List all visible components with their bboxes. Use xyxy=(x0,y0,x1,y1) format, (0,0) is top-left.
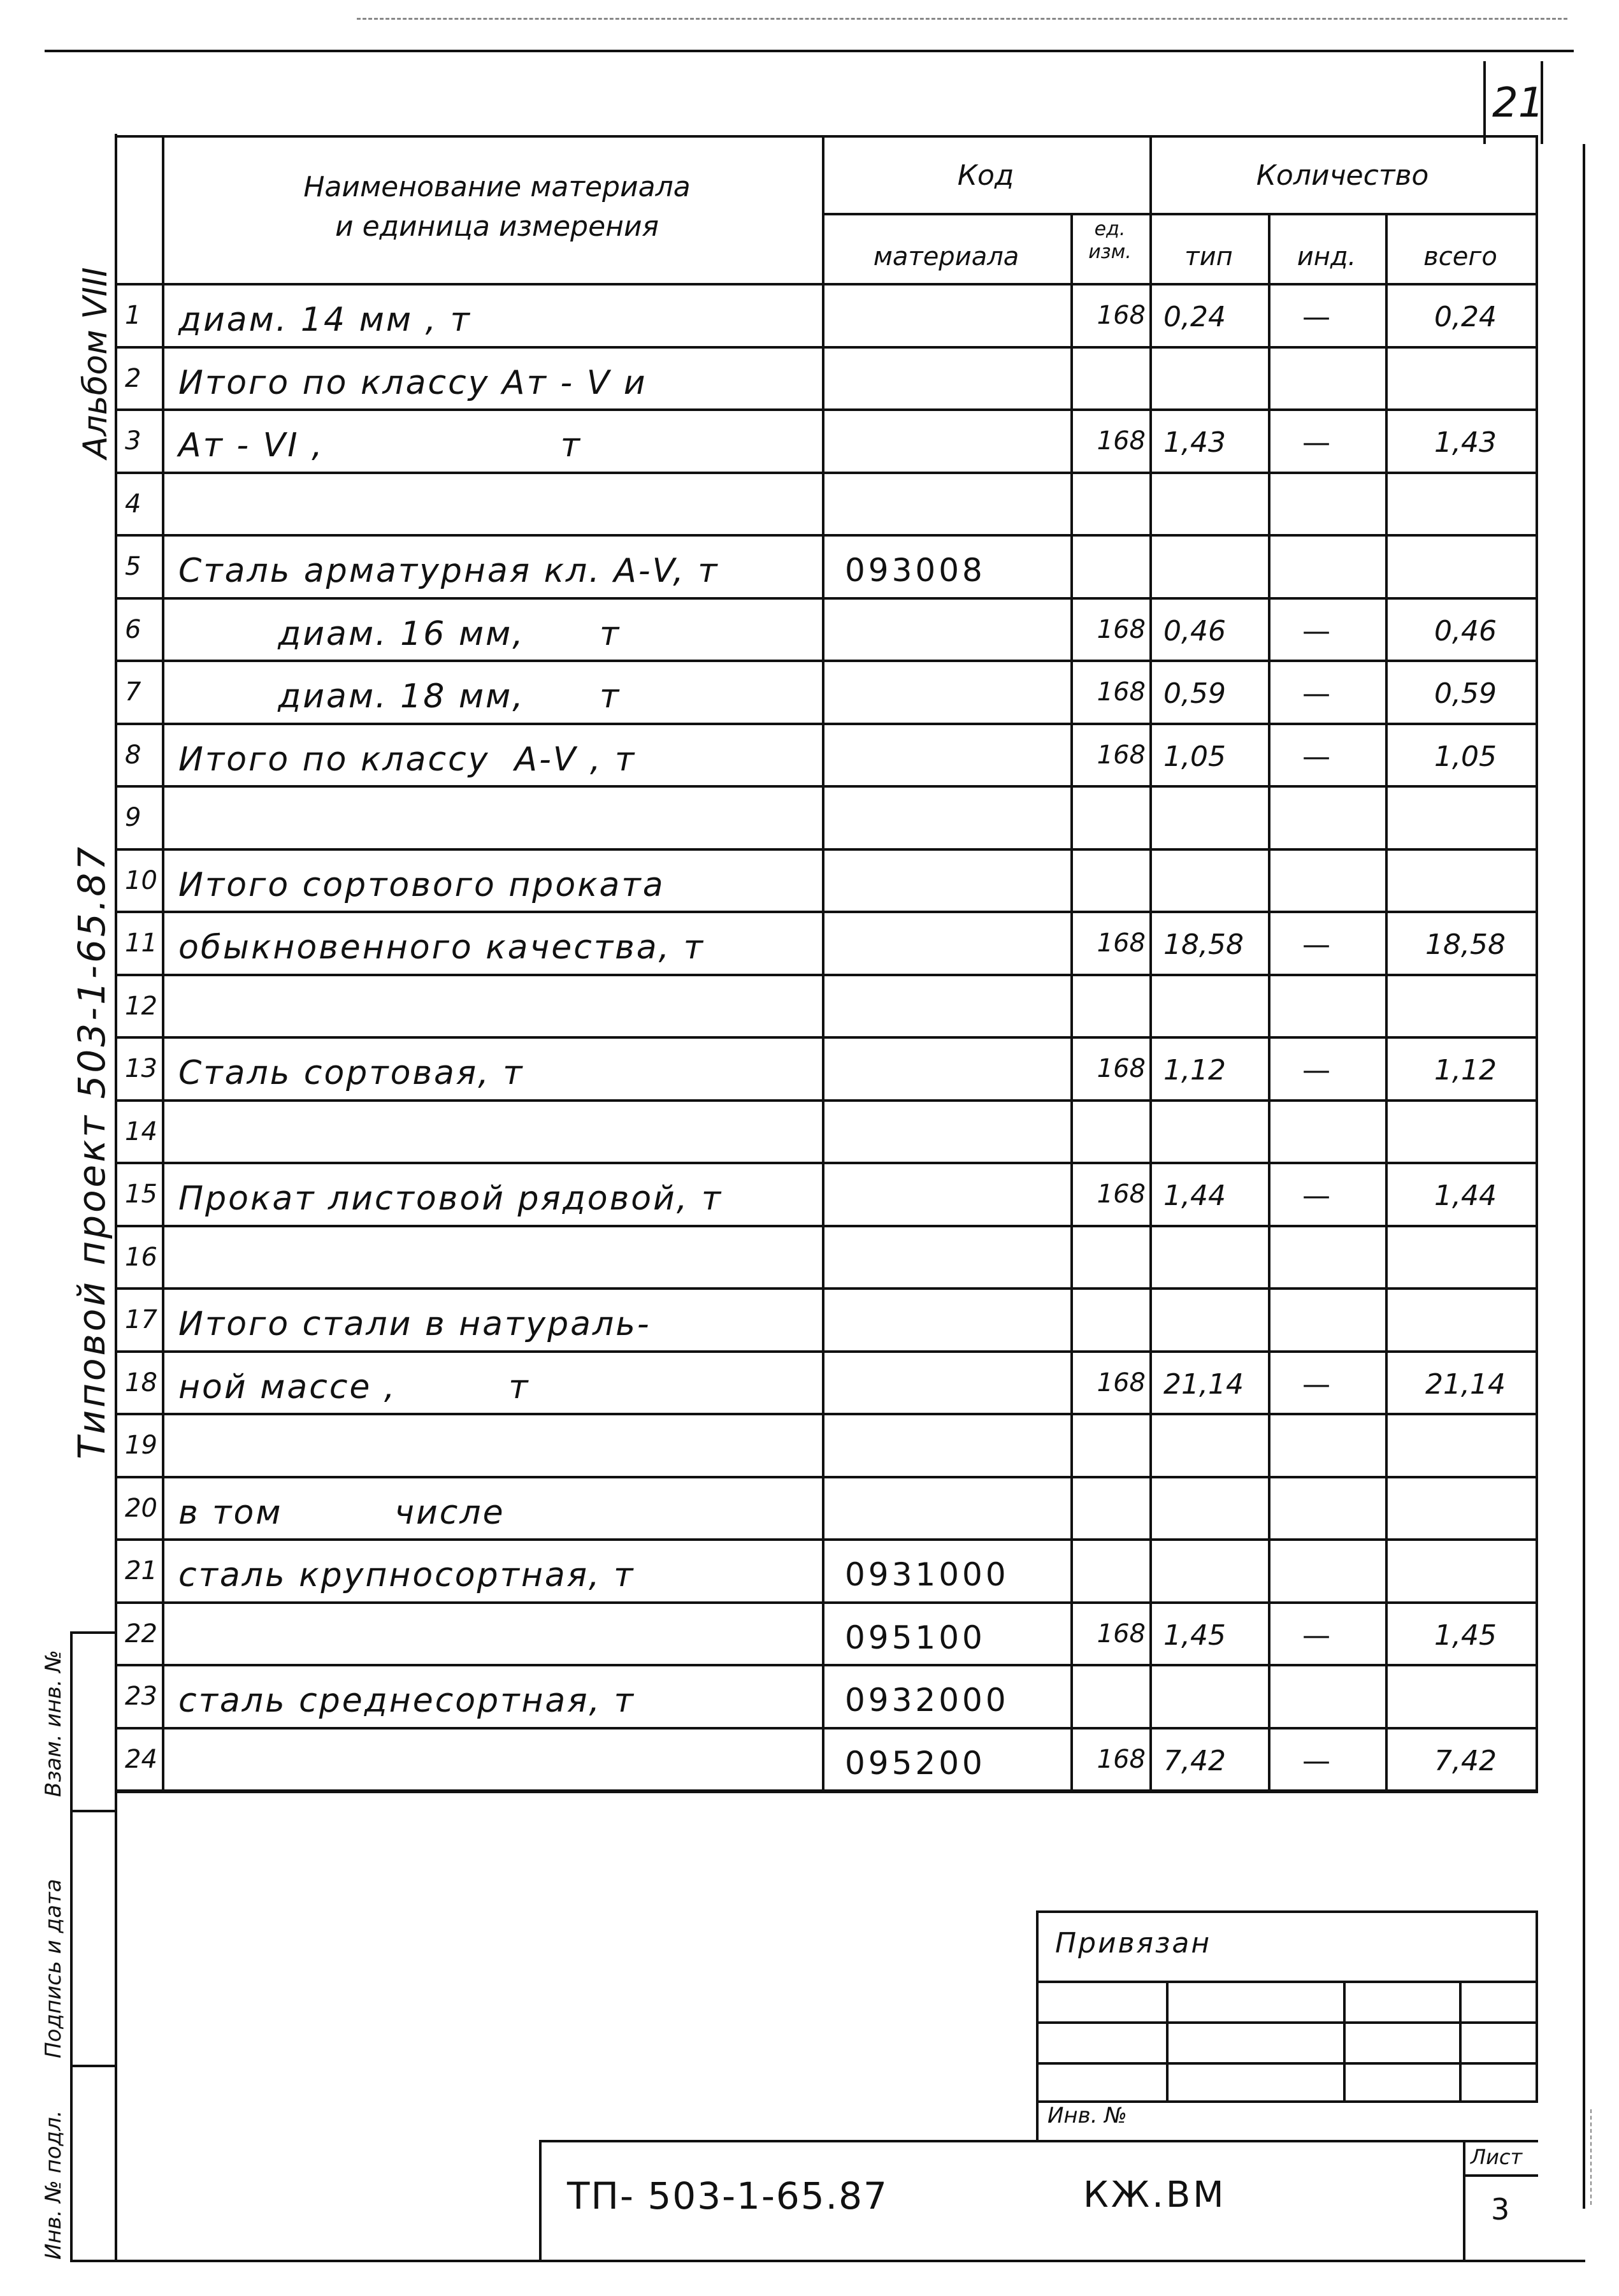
row-number: 8 xyxy=(125,740,141,770)
doc-mark: КЖ.ВМ xyxy=(1083,2174,1227,2216)
row-total: 18,58 xyxy=(1425,928,1506,961)
row-line xyxy=(115,1225,1538,1227)
top-border xyxy=(45,50,1574,52)
row-unit: 168 xyxy=(1097,1180,1146,1209)
row-code: 095200 xyxy=(845,1745,986,1782)
row-code: 0931000 xyxy=(845,1556,1009,1593)
row-number: 20 xyxy=(125,1494,157,1523)
col-div-ind xyxy=(1385,213,1388,1791)
row-number: 15 xyxy=(125,1180,157,1209)
row-line xyxy=(115,911,1538,913)
row-total: 0,59 xyxy=(1434,677,1497,710)
row-unit: 168 xyxy=(1097,677,1146,707)
row-number: 7 xyxy=(125,677,141,707)
row-name: Итого по классу Ат - V и xyxy=(178,364,647,402)
row-typ: 1,05 xyxy=(1163,740,1226,773)
row-typ: 21,14 xyxy=(1163,1368,1244,1401)
row-number: 12 xyxy=(125,992,157,1021)
row-total: 1,05 xyxy=(1434,740,1497,773)
tb-col4 xyxy=(1536,1910,1538,2102)
row-line xyxy=(115,1789,1538,1792)
side-label-project: Типовой проект 503-1-65.87 xyxy=(70,844,113,1459)
row-line xyxy=(115,346,1538,349)
table-header-bottom xyxy=(115,283,1538,285)
col-div-num xyxy=(162,135,164,1791)
row-total: 0,24 xyxy=(1434,301,1497,333)
row-total: 1,43 xyxy=(1434,426,1497,459)
row-typ: 0,24 xyxy=(1163,301,1226,333)
row-ind: — xyxy=(1302,1180,1330,1212)
row-number: 3 xyxy=(125,426,141,456)
header-name-line1: Наименование материала xyxy=(303,171,691,203)
row-name: Итого сортового проката xyxy=(178,866,665,904)
row-line xyxy=(115,1727,1538,1729)
row-number: 5 xyxy=(125,552,141,581)
row-name: обыкновенного качества, т xyxy=(178,928,705,967)
row-total: 1,44 xyxy=(1434,1180,1497,1212)
row-name: Сталь арматурная кл. А-V, т xyxy=(178,552,719,590)
row-number: 1 xyxy=(125,301,141,330)
right-frame xyxy=(1583,144,1585,2209)
row-ind: — xyxy=(1302,1745,1330,1777)
row-number: 4 xyxy=(125,489,141,519)
side-label-stamp-3: Инв. № подл. xyxy=(41,2110,66,2260)
row-unit: 168 xyxy=(1097,1745,1146,1774)
header-code-unit: ед. изм. xyxy=(1088,218,1132,263)
row-unit: 168 xyxy=(1097,1619,1146,1649)
page-bottom xyxy=(70,2260,1585,2262)
header-code-material: материала xyxy=(873,242,1019,271)
row-ind: — xyxy=(1302,1619,1330,1652)
row-total: 1,45 xyxy=(1434,1619,1497,1652)
row-typ: 0,46 xyxy=(1163,615,1226,647)
side-stamp-divider xyxy=(70,1631,73,2260)
row-number: 17 xyxy=(125,1305,157,1334)
row-line xyxy=(115,1036,1538,1039)
row-name: Сталь сортовая, т xyxy=(178,1054,524,1092)
row-total: 21,14 xyxy=(1425,1368,1506,1401)
row-name: сталь крупносортная, т xyxy=(178,1556,635,1594)
row-line xyxy=(115,597,1538,600)
header-code: Код xyxy=(957,159,1014,192)
row-number: 21 xyxy=(125,1556,157,1585)
left-frame-inner xyxy=(115,134,117,2262)
row-line xyxy=(115,1476,1538,1478)
row-number: 11 xyxy=(125,928,157,958)
row-ind: — xyxy=(1302,740,1330,773)
row-line xyxy=(115,1350,1538,1353)
row-number: 10 xyxy=(125,866,157,895)
row-number: 16 xyxy=(125,1243,157,1272)
row-typ: 18,58 xyxy=(1163,928,1244,961)
table-header-mid xyxy=(822,213,1538,215)
row-ind: — xyxy=(1302,426,1330,459)
row-code: 093008 xyxy=(845,552,986,589)
row-line xyxy=(115,472,1538,474)
row-line xyxy=(115,1664,1538,1666)
row-line xyxy=(115,1099,1538,1102)
row-line xyxy=(115,974,1538,976)
row-number: 19 xyxy=(125,1431,157,1460)
tb-row2 xyxy=(1036,2021,1538,2024)
row-line xyxy=(115,1287,1538,1290)
row-line xyxy=(115,408,1538,411)
scan-marks xyxy=(357,18,1567,24)
strip-left xyxy=(539,2140,542,2261)
row-line xyxy=(115,1601,1538,1604)
row-number: 13 xyxy=(125,1054,157,1083)
col-div-right xyxy=(1536,135,1538,1791)
row-number: 2 xyxy=(125,364,141,393)
row-name: в том числе xyxy=(178,1494,505,1532)
sheet-number-box-left xyxy=(1483,61,1486,144)
tb-privyazan: Привязан xyxy=(1055,1927,1212,1960)
row-unit: 168 xyxy=(1097,740,1146,770)
row-number: 24 xyxy=(125,1745,157,1774)
row-line xyxy=(115,1162,1538,1164)
tb-left xyxy=(1036,1910,1039,2140)
row-number: 23 xyxy=(125,1682,157,1711)
scan-edge-mark xyxy=(1590,2109,1592,2205)
row-line xyxy=(115,660,1538,662)
row-ind: — xyxy=(1302,1054,1330,1087)
header-qty-total: всего xyxy=(1423,242,1497,271)
row-line xyxy=(115,534,1538,537)
header-qty-ind: инд. xyxy=(1297,242,1356,271)
tb-row3 xyxy=(1036,2062,1538,2065)
tb-col2 xyxy=(1343,1981,1346,2100)
header-qty-typ: тип xyxy=(1184,242,1233,271)
row-ind: — xyxy=(1302,1368,1330,1401)
doc-code: ТП- 503-1-65.87 xyxy=(567,2174,888,2218)
strip-sheet-left xyxy=(1463,2140,1465,2261)
side-label-stamp-1: Взам. инв. № xyxy=(41,1650,66,1797)
row-line xyxy=(115,1413,1538,1415)
col-div-typ xyxy=(1268,213,1270,1791)
row-typ: 7,42 xyxy=(1163,1745,1226,1777)
row-total: 1,12 xyxy=(1434,1054,1497,1087)
row-name: Прокат листовой рядовой, т xyxy=(178,1180,723,1218)
row-ind: — xyxy=(1302,615,1330,647)
row-name: сталь среднесортная, т xyxy=(178,1682,635,1720)
row-name: диам. 14 мм , т xyxy=(178,301,471,339)
tb-row1 xyxy=(1036,1981,1538,1983)
tb-top xyxy=(1036,1910,1538,1913)
row-total: 7,42 xyxy=(1434,1745,1497,1777)
row-total: 0,46 xyxy=(1434,615,1497,647)
row-line xyxy=(115,1538,1538,1541)
header-qty: Количество xyxy=(1256,159,1429,192)
row-number: 9 xyxy=(125,803,141,832)
row-number: 18 xyxy=(125,1368,157,1397)
row-ind: — xyxy=(1302,677,1330,710)
row-number: 6 xyxy=(125,615,141,644)
row-name: Итого по классу А-V , т xyxy=(178,740,637,779)
row-typ: 1,45 xyxy=(1163,1619,1226,1652)
row-typ: 1,43 xyxy=(1163,426,1226,459)
strip-top xyxy=(539,2140,1538,2142)
row-name: Итого стали в натураль- xyxy=(178,1305,651,1343)
left-stamp-line-1 xyxy=(70,1631,116,1634)
header-name-line2: и единица измерения xyxy=(335,210,659,243)
row-unit: 168 xyxy=(1097,928,1146,958)
row-unit: 168 xyxy=(1097,301,1146,330)
row-typ: 1,12 xyxy=(1163,1054,1226,1087)
row-line xyxy=(115,848,1538,851)
tb-col1 xyxy=(1166,1981,1169,2100)
row-name: диам. 16 мм, т xyxy=(178,615,621,653)
row-unit: 168 xyxy=(1097,426,1146,456)
left-stamp-line-2 xyxy=(70,1810,116,1812)
row-number: 22 xyxy=(125,1619,157,1649)
side-label-album: Альбом VIII xyxy=(76,267,115,459)
row-unit: 168 xyxy=(1097,615,1146,644)
col-div-name xyxy=(822,135,824,1791)
row-line xyxy=(115,785,1538,788)
col-div-code xyxy=(1070,213,1073,1791)
row-ind: — xyxy=(1302,301,1330,333)
side-label-stamp-2: Подпись и дата xyxy=(41,1879,66,2058)
row-code: 0932000 xyxy=(845,1682,1009,1719)
row-typ: 1,44 xyxy=(1163,1180,1226,1212)
sheet-number: 21 xyxy=(1492,80,1544,127)
tb-inv-no: Инв. № xyxy=(1047,2103,1127,2128)
row-code: 095100 xyxy=(845,1619,986,1656)
row-unit: 168 xyxy=(1097,1368,1146,1397)
row-name: диам. 18 мм, т xyxy=(178,677,621,716)
sheet-label: Лист xyxy=(1471,2145,1523,2169)
row-name: Ат - VI , т xyxy=(178,426,582,465)
row-ind: — xyxy=(1302,928,1330,961)
col-div-unit xyxy=(1149,135,1152,1791)
strip-sheet-mid xyxy=(1463,2174,1538,2177)
row-line xyxy=(115,723,1538,725)
left-stamp-line-3 xyxy=(70,2065,116,2067)
row-name: ной массе , т xyxy=(178,1368,530,1406)
row-number: 14 xyxy=(125,1117,157,1146)
sheet-value: 3 xyxy=(1491,2192,1510,2227)
row-unit: 168 xyxy=(1097,1054,1146,1083)
tb-col3 xyxy=(1459,1981,1462,2100)
table-top xyxy=(115,135,1538,138)
row-typ: 0,59 xyxy=(1163,677,1226,710)
